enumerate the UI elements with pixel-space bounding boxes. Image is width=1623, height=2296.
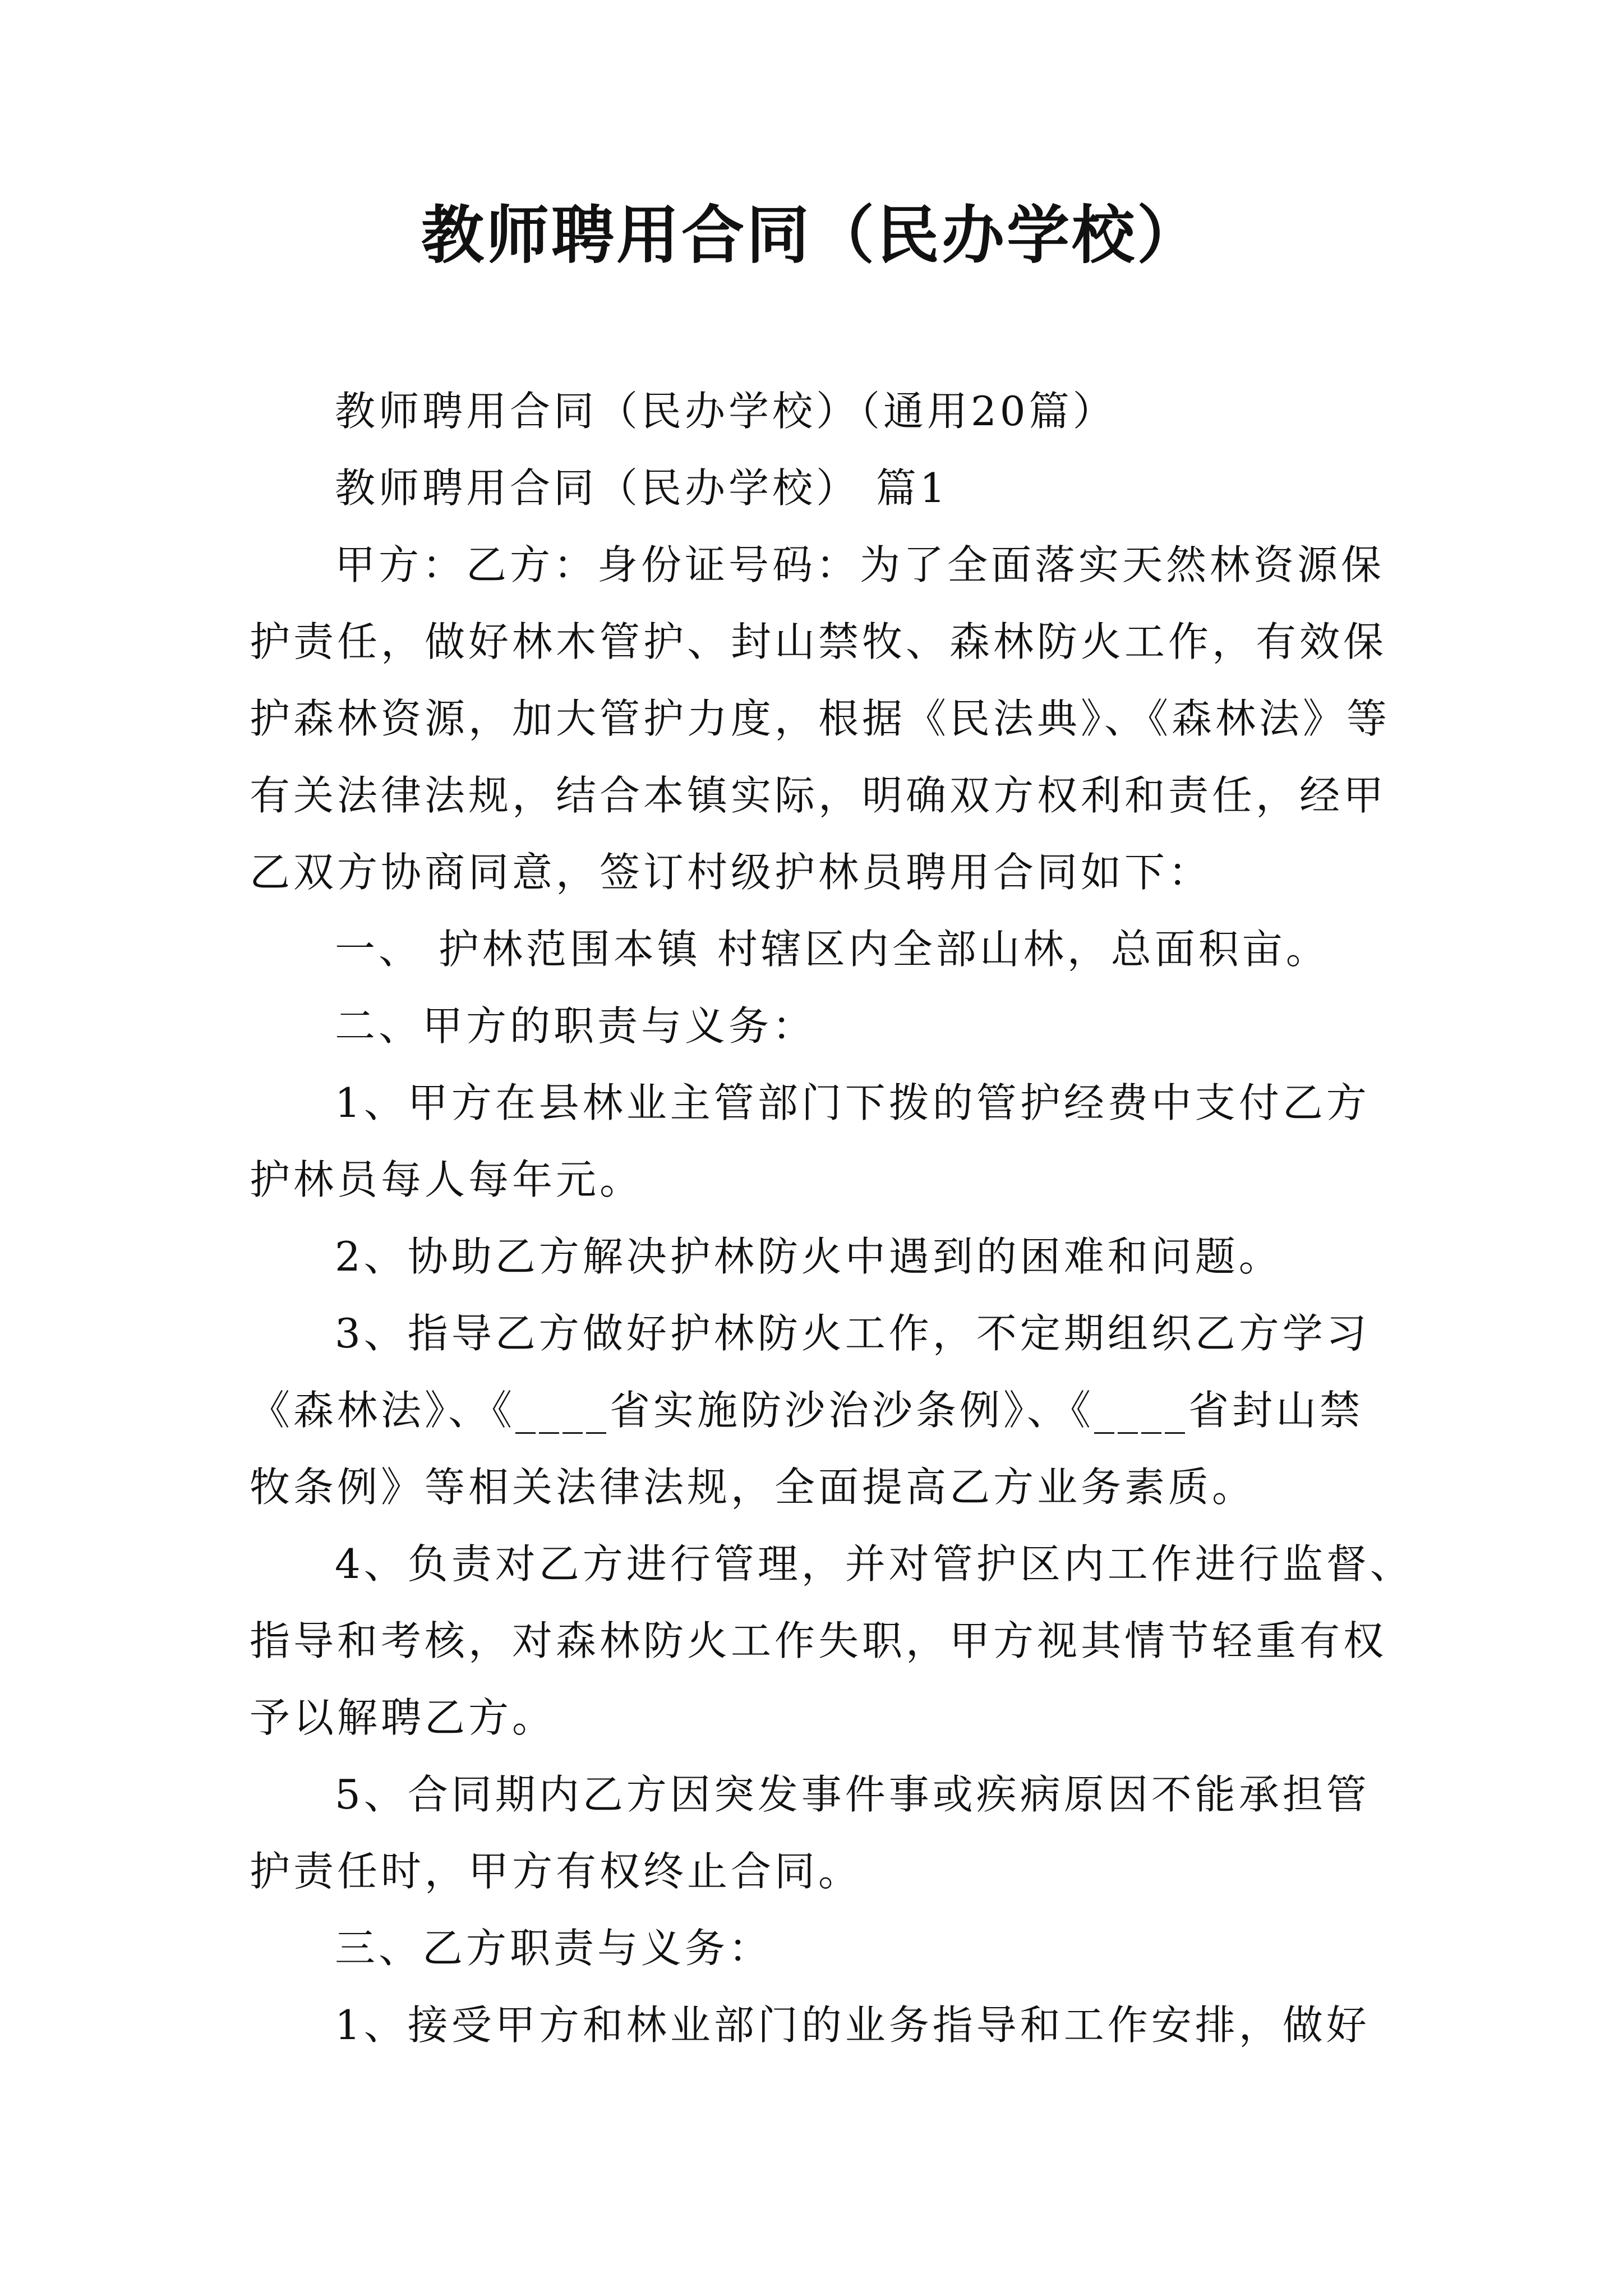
text-line: 二、甲方的职责与义务： <box>335 1002 817 1050</box>
text-line: 指导和考核，对森林防火工作失职，甲方视其情节轻重有权 <box>250 1617 1387 1664</box>
paragraph-scope <box>250 911 1385 988</box>
text-line: 1、甲方在县林业主管部门下拨的管护经费中支付乙方 <box>335 1079 1370 1126</box>
paragraph-a-1 <box>250 1065 1385 1218</box>
text-line: 3、指导乙方做好护林防火工作，不定期组织乙方学习 <box>335 1310 1370 1357</box>
text-line: 有关法律法规，结合本镇实际，明确双方权利和责任，经甲 <box>250 772 1387 819</box>
text-line: 护责任，做好林木管护、封山禁牧、森林防火工作，有效保 <box>250 618 1387 665</box>
document-body <box>250 373 1414 2064</box>
document-subtitle: 教师聘用合同（民办学校）（通用20篇） <box>335 388 1117 435</box>
paragraph-a-4 <box>250 1526 1414 1756</box>
heading-party-a-duties <box>250 988 1385 1065</box>
text-line: 予以解聘乙方。 <box>250 1694 556 1741</box>
paragraph-b-1 <box>250 1987 1385 2064</box>
text-line: 护林员每人每年元。 <box>250 1156 644 1203</box>
text-line: 2、协助乙方解决护林防火中遇到的困难和问题。 <box>335 1233 1283 1280</box>
text-line: 乙双方协商同意，签订村级护林员聘用合同如下： <box>250 849 1212 896</box>
paragraph-a-5 <box>250 1756 1385 1910</box>
text-line: 一、 护林范围本镇 村辖区内全部山林，总面积亩。 <box>335 926 1330 973</box>
text-line: 4、负责对乙方进行管理，并对管护区内工作进行监督、 <box>335 1540 1414 1588</box>
document-title: 教师聘用合同（民办学校） <box>421 199 1202 272</box>
paragraph-a-2 <box>250 1218 1385 1295</box>
text-line: 《森林法》、《____省实施防沙治沙条例》、《____省封山禁 <box>250 1387 1364 1434</box>
paragraph-a-3 <box>250 1295 1385 1526</box>
section-heading: 教师聘用合同（民办学校） 篇1 <box>335 464 949 512</box>
text-line: 甲方：乙方：身份证号码：为了全面落实天然林资源保 <box>335 541 1385 588</box>
text-line: 5、合同期内乙方因突发事件事或疾病原因不能承担管 <box>335 1771 1370 1818</box>
text-line: 护责任时，甲方有权终止合同。 <box>250 1848 863 1895</box>
text-line: 护森林资源，加大管护力度，根据《民法典》、《森林法》等 <box>250 695 1391 742</box>
paragraph-preamble <box>250 527 1391 911</box>
text-line: 三、乙方职责与义务： <box>335 1925 773 1972</box>
text-line: 1、接受甲方和林业部门的业务指导和工作安排，做好 <box>335 2001 1370 2049</box>
heading-party-b-duties <box>250 1910 1385 1987</box>
text-line: 牧条例》等相关法律法规，全面提高乙方业务素质。 <box>250 1464 1256 1511</box>
